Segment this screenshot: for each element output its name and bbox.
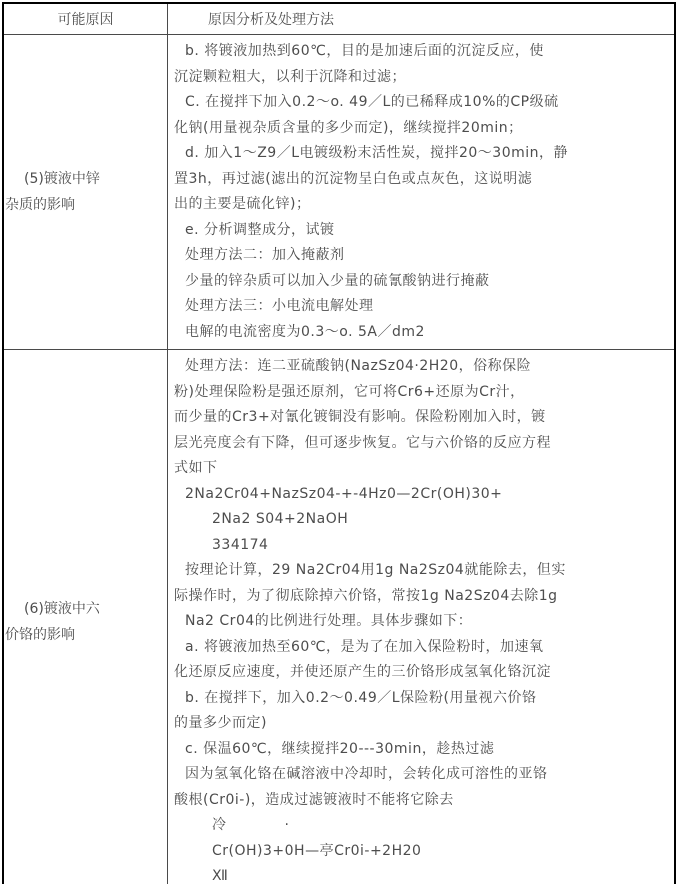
- content-line: 际操作时，为了彻底除掉六价铬，常按1g Na2Sz04去除1g: [174, 587, 558, 604]
- column-header-analysis: 原因分析及处理方法: [208, 12, 334, 28]
- cause-label: 价铬的影响: [5, 626, 75, 643]
- content-line: 的量多少而定): [174, 715, 267, 731]
- table-row: [4, 350, 674, 884]
- content-line: 电解的电流密度为0.3～o. 5A／dm2: [185, 323, 425, 340]
- content-line: 式如下: [174, 460, 218, 476]
- content-line: 化钠(用量视杂质含量的多少而定)，继续搅拌20min；: [174, 119, 523, 136]
- troubleshooting-table: [2, 2, 676, 884]
- analysis-cell: [168, 35, 674, 349]
- content-line: e. 分析调整成分，试镀: [185, 221, 335, 238]
- content-line: 处理方法三：小电流电解处理: [185, 298, 374, 314]
- content-line: c. 保温60℃，继续搅拌20---30min，趁热过滤: [185, 740, 495, 757]
- content-line: 按理论计算，29 Na2Cr04用1g Na2Sz04就能除去，但实: [185, 562, 566, 578]
- table-header-row: [4, 4, 674, 35]
- content-line: 334174: [212, 536, 269, 553]
- content-line: 置3h，再过滤(滤出的沉淀物呈白色或点灰色，这说明滤: [174, 170, 533, 187]
- content-line: 出的主要是硫化锌)；: [174, 196, 311, 212]
- cause-cell: [4, 35, 168, 349]
- cause-label: (5)镀液中锌: [24, 171, 100, 187]
- column-header-cause: 可能原因: [4, 4, 168, 34]
- cause-label: (6)镀液中六: [24, 600, 100, 617]
- content-line: Cr(OH)3+0H—亭Cr0i-+2H20: [212, 842, 422, 859]
- content-line: 层光亮度会有下降，但可逐步恢复。它与六价铬的反应方程: [174, 434, 551, 451]
- content-line: b. 将镀液加热到60℃，目的是加速后面的沉淀反应，使: [185, 43, 544, 59]
- analysis-cell: [168, 350, 674, 884]
- content-line: 粉)处理保险粉是强还原剂，它可将Cr6+还原为Cr汁，: [174, 383, 525, 400]
- content-line: 化还原反应速度，并使还原产生的三价铬形成氢氧化铬沉淀: [174, 664, 551, 680]
- content-line: 2Na2Cr04+NazSz04-+-4Hz0—2Cr(OH)30+: [185, 485, 503, 502]
- content-line: a. 将镀液加热至60℃，是为了在加入保险粉时，加速氧: [185, 638, 544, 655]
- content-line: 沉淀颗粒粗大，以利于沉降和过滤；: [174, 68, 406, 85]
- content-line: 2Na2 S04+2NaOH: [212, 511, 349, 527]
- content-line: 因为氢氧化铬在碱溶液中冷却时，会转化成可溶性的亚铬: [185, 766, 548, 782]
- content-line: C. 在搅拌下加入0.2～o. 49／L的已稀释成10%的CP级硫: [185, 94, 559, 110]
- content-line: b. 在搅拌下，加入0.2～0.49／L保险粉(用量视六价铬: [185, 689, 537, 706]
- content-line: 而少量的Cr3+对氰化镀铜没有影响。保险粉刚加入时，镀: [174, 409, 546, 425]
- content-line: 冷 ·: [212, 817, 290, 833]
- table-row: [4, 35, 674, 350]
- content-line: Na2 Cr04的比例进行处理。具体步骤如下：: [185, 613, 473, 629]
- content-line: 处理方法二：加入掩蔽剂: [185, 247, 345, 263]
- content-line: d. 加入1～Z9／L电镀级粉末活性炭，搅拌20～30min，静: [185, 145, 569, 161]
- cause-label: 杂质的影响: [5, 197, 75, 213]
- table-body: [4, 35, 674, 884]
- content-line: 酸根(Cr0i-)，造成过滤镀液时不能将它除去: [174, 791, 454, 808]
- content-line: 处理方法：连二亚硫酸钠(NazSz04·2H20，俗称保险: [185, 358, 532, 374]
- cause-cell: [4, 350, 168, 884]
- content-line: Ⅻ: [212, 868, 229, 884]
- content-line: 少量的锌杂质可以加入少量的硫氰酸钠进行掩蔽: [185, 272, 490, 289]
